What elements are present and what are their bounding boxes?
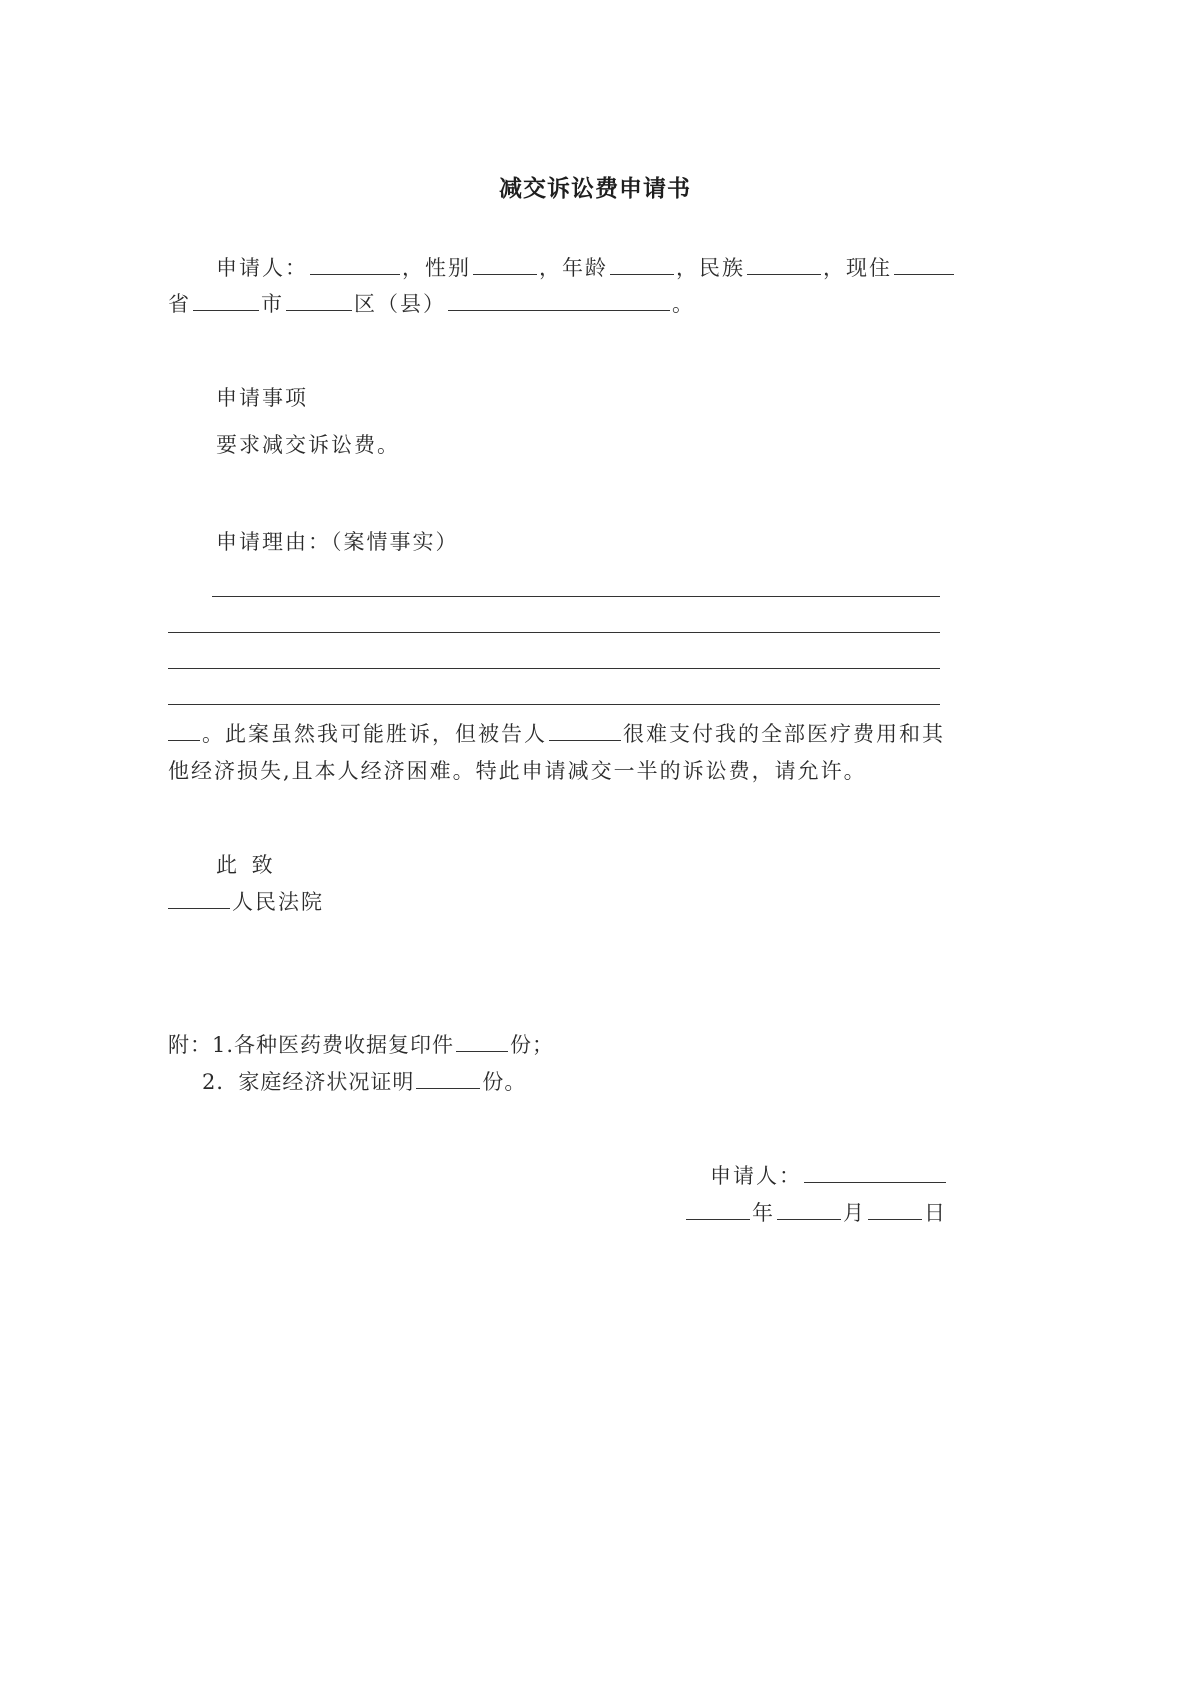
attachment-2-unit: 份。 (482, 1070, 527, 1094)
blank-city[interactable] (286, 288, 352, 311)
blank-month[interactable] (777, 1197, 841, 1220)
court-suffix: 人民法院 (232, 890, 324, 914)
reason-line-6: 他经济损失,且本人经济困难。特此申请减交一半的诉讼费，请允许。 (168, 759, 867, 783)
blank-age[interactable] (610, 252, 674, 275)
blank-attachment-1-count[interactable] (456, 1029, 508, 1052)
label-address: ，现住 (823, 256, 892, 280)
label-province: 省 (168, 292, 191, 316)
label-gender: ，性别 (402, 256, 471, 280)
label-month: 月 (843, 1201, 866, 1225)
applicant-line-1 (216, 252, 956, 283)
label-city: 市 (261, 292, 284, 316)
reason-blank-line-3[interactable] (168, 668, 940, 669)
attachment-item-2 (202, 1066, 526, 1097)
reason-heading: 申请理由：（案情事实） (216, 530, 459, 554)
blank-applicant-name[interactable] (310, 252, 400, 275)
reason-text-1: 。此案虽然我可能胜诉，但被告人 (202, 722, 547, 746)
blank-year[interactable] (686, 1197, 750, 1220)
attachment-item-1 (168, 1029, 554, 1060)
label-applicant: 申请人： (216, 256, 308, 280)
court-line (168, 886, 324, 917)
reason-blank-line-4[interactable] (168, 704, 940, 705)
attachment-1-text: 1.各种医药费收据复印件 (212, 1033, 455, 1057)
request-heading: 申请事项 (216, 386, 308, 410)
blank-attachment-2-count[interactable] (416, 1066, 480, 1089)
reason-blank-line-2[interactable] (168, 632, 940, 633)
signature-line (710, 1160, 948, 1191)
blank-day[interactable] (868, 1197, 922, 1220)
label-district: 区（县） (354, 292, 446, 316)
label-age: ，年龄 (539, 256, 608, 280)
blank-address-1[interactable] (894, 252, 954, 275)
reason-line-5 (168, 718, 945, 749)
applicant-line-2 (168, 288, 695, 319)
blank-defendant[interactable] (549, 718, 621, 741)
reason-blank-line-1[interactable] (212, 596, 940, 597)
attachment-1-unit: 份； (510, 1033, 555, 1057)
address-end: 。 (672, 292, 695, 316)
request-content: 要求减交诉讼费。 (216, 433, 400, 457)
label-ethnicity: ，民族 (676, 256, 745, 280)
signature-label: 申请人： (710, 1164, 802, 1188)
blank-province[interactable] (193, 288, 259, 311)
attachment-2-text: 2．家庭经济状况证明 (202, 1070, 415, 1094)
blank-ethnicity[interactable] (747, 252, 821, 275)
blank-court[interactable] (168, 886, 230, 909)
blank-signature[interactable] (804, 1160, 946, 1183)
label-day: 日 (924, 1201, 947, 1225)
blank-street[interactable] (448, 288, 670, 311)
blank-reason-end[interactable] (168, 718, 200, 741)
date-line (686, 1197, 947, 1228)
label-year: 年 (752, 1201, 775, 1225)
reason-text-2: 很难支付我的全部医疗费用和其 (623, 722, 945, 746)
document-title: 减交诉讼费申请书 (499, 175, 691, 202)
attachment-prefix: 附： (168, 1033, 212, 1057)
blank-gender[interactable] (473, 252, 537, 275)
closing-salutation: 此 致 (216, 853, 277, 877)
